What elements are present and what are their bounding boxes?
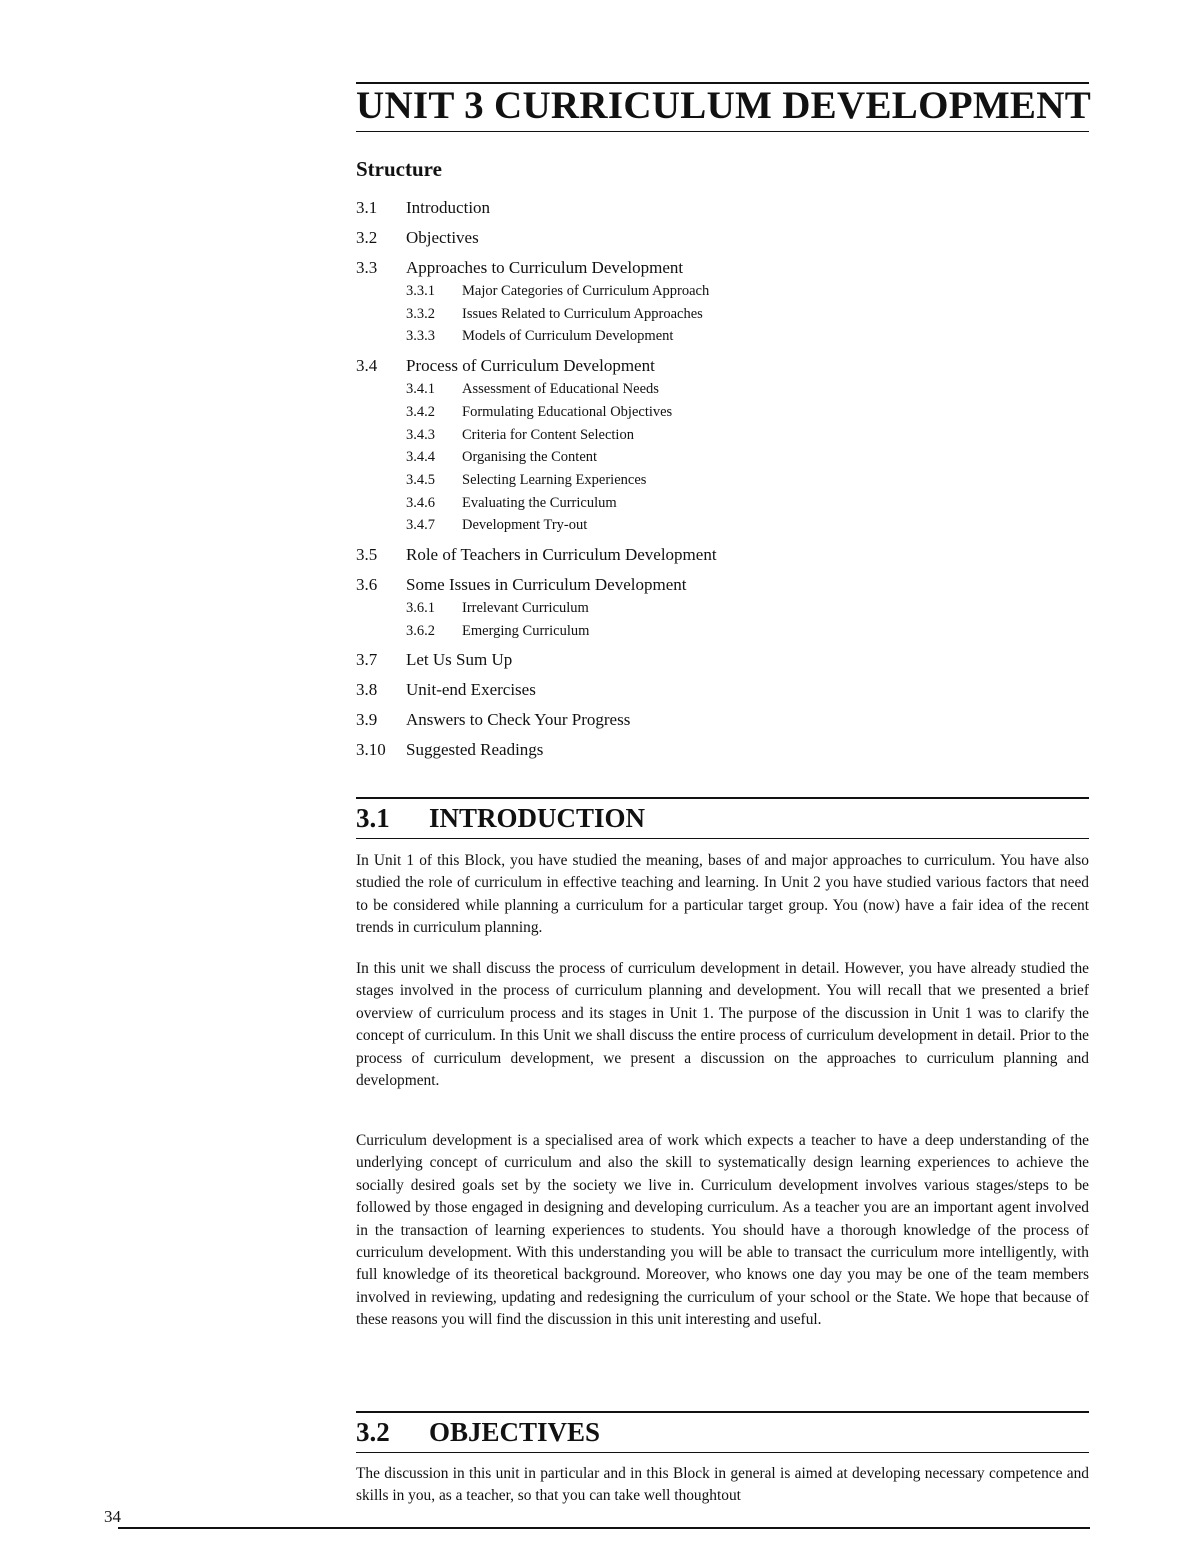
toc-section [356,543,1089,567]
toc-item-number: 3.10 [356,740,386,760]
toc-item-label: Role of Teachers in Curriculum Development [406,545,717,565]
toc-item-number: 3.5 [356,545,378,565]
toc-subitem-number: 3.4.4 [406,449,435,466]
toc-subitem [356,424,1089,447]
introduction-paragraph-3: Curriculum development is a specialised area of work which expects a teacher to have a deep understanding of the underlying concept of curriculum and also the skill to systematically design learning experiences to achieve the socially desired goals set by the society we live in. Curriculum development involves various stages/steps to be followed by those engaged in designing and developing curriculum. As a teacher you are an important agent involved in the transaction of learning experiences to students. You should have a thorough knowledge of the process of curriculum development. With this understanding you will be able to transact the curriculum more intelligently, with full knowledge of its theoretical background. Moreover, who knows one day you may be one of the team members involved in reviewing, updating and redesigning the curriculum of your school or the State. We hope that because of these reasons you will find the discussion in this unit interesting and useful. [356,1132,1089,1329]
toc-subitem [356,620,1089,643]
toc-item [356,226,1089,250]
toc-subitem [356,303,1089,326]
toc-section [356,648,1089,672]
toc-item-number: 3.2 [356,228,378,247]
footer-rule [118,1527,1090,1529]
objectives-title: OBJECTIVES [429,1417,601,1447]
toc-item-label: Objectives [406,228,479,247]
toc-subitem-number: 3.3.1 [406,283,435,299]
toc-item [356,738,1089,762]
toc-subitem-label: Irrelevant Curriculum [462,600,589,617]
toc-subitem-number: 3.4.1 [406,381,435,398]
objectives-heading [356,1416,1089,1448]
toc-subitem-label: Assessment of Educational Needs [462,381,659,398]
toc-item-number: 3.6 [356,575,378,595]
introduction-title: INTRODUCTION [429,803,646,833]
toc-item [356,354,1089,378]
toc-subitem-number: 3.6.1 [406,600,435,617]
toc-subitem-number: 3.4.6 [406,494,435,511]
toc-section [356,196,1089,220]
toc-section [356,256,1089,348]
toc-section [356,738,1089,762]
toc-item-label: Introduction [406,198,491,217]
toc-subitem-label: Emerging Curriculum [462,622,590,639]
toc-subitem-label: Organising the Content [462,449,598,466]
toc-subitem-number: 3.4.5 [406,471,435,488]
toc-subitem-number: 3.3.2 [406,305,435,322]
toc-item-label: Approaches to Curriculum Development [406,258,684,277]
toc-item [356,708,1089,732]
toc-subitem-label: Models of Curriculum Development [462,328,674,345]
toc-subitem [356,514,1089,537]
toc-subitem-label: Issues Related to Curriculum Approaches [462,305,703,322]
toc-subitem [356,492,1089,515]
introduction-paragraph-2: In this unit we shall discuss the process of curriculum development in detail. However, you have already studied the stages involved in the process of curriculum planning and development. You will recall that we presented a brief overview of curriculum process and its stages in Unit 1. The purpose of the discussion in Unit 1 was to clarify the concept of curriculum. In this Unit we shall discuss the entire process of curriculum development in detail. Prior to the process of curriculum development, we present a discussion on the approaches to curriculum planning and development. [356,960,1089,1090]
structure-heading: Structure [356,157,442,181]
toc-item [356,573,1089,597]
toc-subitem [356,325,1089,348]
toc-item-label: Suggested Readings [406,740,544,760]
toc-item-label: Answers to Check Your Progress [406,710,631,730]
toc-subitem [356,401,1089,424]
objectives-number: 3.2 [356,1417,390,1447]
toc-subitem-label: Selecting Learning Experiences [462,471,647,488]
title-bottom-rule [356,131,1089,132]
toc-item [356,196,1089,220]
toc-item-number: 3.9 [356,710,378,730]
toc-item-number: 3.7 [356,650,378,670]
toc-item-label: Process of Curriculum Development [406,356,655,376]
toc-item [356,256,1089,280]
intro-bottom-rule [356,838,1089,839]
table-of-contents [356,196,1089,768]
toc-item-number: 3.8 [356,680,378,700]
toc-item-label: Unit-end Exercises [406,680,536,700]
objectives-bottom-rule [356,1452,1089,1453]
toc-item-number: 3.4 [356,356,378,376]
toc-subitem [356,280,1089,303]
toc-subitem [356,446,1089,469]
toc-item-label: Some Issues in Curriculum Development [406,575,687,595]
toc-subitem-label: Major Categories of Curriculum Approach [462,283,710,299]
toc-item-number: 3.3 [356,258,378,277]
toc-item [356,678,1089,702]
toc-item [356,648,1089,672]
introduction-heading [356,802,1089,834]
toc-subitem-label: Formulating Educational Objectives [462,403,673,420]
unit-number: UNIT 3 [356,84,484,127]
toc-subitem-number: 3.4.7 [406,517,435,534]
toc-item-number: 3.1 [356,198,378,217]
toc-section [356,708,1089,732]
unit-title-text: CURRICULUM DEVELOPMENT [494,84,1092,127]
toc-subitem-label: Criteria for Content Selection [462,426,634,443]
toc-section [356,573,1089,642]
toc-item-label: Let Us Sum Up [406,650,513,670]
toc-subitem-number: 3.6.2 [406,622,435,639]
toc-section [356,678,1089,702]
unit-title [356,84,1092,128]
toc-subitem-label: Development Try-out [462,517,588,534]
introduction-number: 3.1 [356,803,390,833]
toc-section [356,226,1089,250]
objectives-paragraph: The discussion in this unit in particular and in this Block in general is aimed at developing necessary competence and skills in you, as a teacher, so that you can take well thoughtout [356,1465,1089,1505]
objectives-top-rule [356,1411,1089,1413]
page-number: 34 [104,1507,121,1526]
toc-subitem-number: 3.3.3 [406,328,435,345]
toc-section [356,354,1089,537]
toc-subitem-number: 3.4.2 [406,403,435,420]
toc-subitem [356,378,1089,401]
intro-top-rule [356,797,1089,799]
toc-subitem-number: 3.4.3 [406,426,435,443]
introduction-paragraph-1: In Unit 1 of this Block, you have studied the meaning, bases of and major approaches to curriculum. You have also studied the role of curriculum in effective teaching and learning. In Unit 2 you have studied various factors that need to be considered while planning a curriculum for a particular target group. You (now) have a fair idea of the recent trends in curriculum planning. [356,852,1089,937]
toc-subitem-label: Evaluating the Curriculum [462,494,617,511]
toc-item [356,543,1089,567]
toc-subitem [356,597,1089,620]
toc-subitem [356,469,1089,492]
